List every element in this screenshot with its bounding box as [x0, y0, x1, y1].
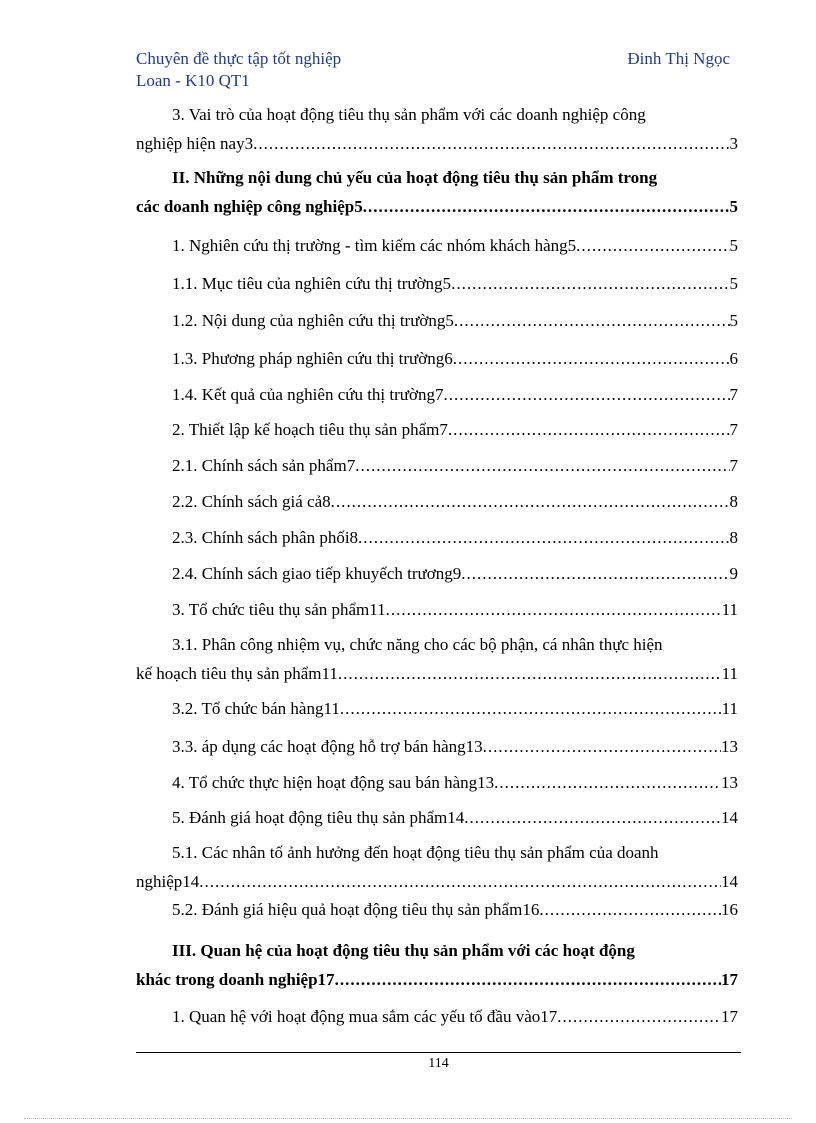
toc-entry[interactable] — [136, 895, 738, 924]
toc-page-number: 11 — [721, 600, 738, 619]
toc-entry-text: nghiệp14 — [136, 872, 200, 891]
toc-page-number: 17 — [721, 1007, 738, 1026]
toc-entry-text: 3.1. Phân công nhiệm vụ, chức năng cho các bộ phận, cá nhân thực hiện — [172, 635, 663, 654]
toc-page-number: 9 — [729, 564, 738, 583]
toc-entry-text: nghiệp hiện nay3 — [136, 134, 254, 153]
toc-entry[interactable] — [136, 523, 738, 552]
toc-leader-dots — [253, 129, 729, 158]
toc-entry[interactable] — [136, 100, 738, 158]
toc-leader-dots — [464, 803, 721, 832]
toc-entry[interactable] — [136, 1002, 738, 1031]
toc-entry[interactable] — [136, 936, 738, 994]
toc-entry-text: 3.2. Tổ chức bán hàng11 — [172, 699, 340, 718]
toc-page-number: 5 — [729, 197, 738, 216]
toc-entry-text: 2.4. Chính sách giao tiếp khuyếch trương9 — [172, 564, 462, 583]
toc-page-number: 14 — [721, 808, 738, 827]
toc-page-number: 14 — [721, 872, 738, 891]
toc-entry-text: 5. Đánh giá hoạt động tiêu thụ sản phẩm14 — [172, 808, 465, 827]
toc-leader-dots — [444, 380, 730, 409]
toc-leader-dots — [557, 1002, 721, 1031]
toc-page-number: 16 — [721, 900, 738, 919]
toc-page-number: 17 — [721, 970, 738, 989]
toc-leader-dots — [363, 192, 730, 221]
header-author: Đinh Thị Ngọc — [627, 49, 730, 68]
toc-entry-text: 2.1. Chính sách sản phẩm7 — [172, 456, 356, 475]
toc-entry-text: 3.3. áp dụng các hoạt động hỗ trợ bán hàng13 — [172, 737, 483, 756]
toc-entry[interactable] — [136, 163, 738, 221]
toc-leader-dots — [494, 768, 721, 797]
toc-entry-text: 1.3. Phương pháp nghiên cứu thị trường6 — [172, 349, 453, 368]
toc-page-number: 13 — [721, 773, 738, 792]
toc-entry-text: 1.1. Mục tiêu của nghiên cứu thị trường5 — [172, 274, 452, 293]
toc-page-number: 13 — [721, 737, 738, 756]
toc-leader-dots — [199, 867, 721, 896]
header-title: Chuyên đề thực tập tốt nghiệp — [136, 49, 342, 68]
toc-leader-dots — [453, 344, 730, 373]
toc-page-number: 5 — [729, 311, 738, 330]
toc-page-number: 7 — [729, 385, 738, 404]
toc-entry-text: 1. Quan hệ với hoạt động mua sắm các yếu tố đầu vào17 — [172, 1007, 558, 1026]
toc-leader-dots — [451, 269, 729, 298]
toc-leader-dots — [355, 451, 729, 480]
toc-leader-dots — [331, 487, 730, 516]
toc-leader-dots — [340, 694, 722, 723]
toc-page-number: 5 — [729, 274, 738, 293]
toc-entry-text: 2.2. Chính sách giá cả8 — [172, 492, 331, 511]
toc-entry[interactable] — [136, 559, 738, 588]
toc-leader-dots — [386, 595, 722, 624]
toc-page-number: 11 — [721, 664, 738, 683]
toc-entry-text: III. Quan hệ của hoạt động tiêu thụ sản phẩm với các hoạt động — [172, 941, 635, 960]
toc-page-number: 11 — [721, 699, 738, 718]
toc-leader-dots — [454, 306, 730, 335]
toc-entry[interactable] — [136, 344, 738, 373]
toc-entry-text: 3. Tổ chức tiêu thụ sản phẩm11 — [172, 600, 386, 619]
toc-entry-text: 2. Thiết lập kế hoạch tiêu thụ sản phẩm7 — [172, 420, 448, 439]
toc-entry[interactable] — [136, 415, 738, 444]
toc-entry[interactable] — [136, 380, 738, 409]
toc-entry[interactable] — [136, 838, 738, 896]
toc-entry-text: 5.2. Đánh giá hiệu quả hoạt động tiêu thụ sản phẩm16 — [172, 900, 540, 919]
footer-divider — [136, 1052, 741, 1053]
toc-page-number: 6 — [729, 349, 738, 368]
toc-entry[interactable] — [136, 269, 738, 298]
toc-entry-text: 4. Tổ chức thực hiện hoạt động sau bán hàng13 — [172, 773, 495, 792]
toc-page-number: 7 — [729, 456, 738, 475]
toc-entry-text: 1.4. Kết quả của nghiên cứu thị trường7 — [172, 385, 444, 404]
toc-entry-text: khác trong doanh nghiệp17 — [136, 970, 335, 989]
toc-page-number: 7 — [729, 420, 738, 439]
toc-leader-dots — [576, 231, 729, 260]
toc-leader-dots — [448, 415, 730, 444]
toc-entry[interactable] — [136, 231, 738, 260]
toc-entry-text: 2.3. Chính sách phân phối8 — [172, 528, 359, 547]
toc-entry[interactable] — [136, 451, 738, 480]
toc-page-number: 8 — [729, 492, 738, 511]
toc-leader-dots — [358, 523, 729, 552]
toc-leader-dots — [483, 732, 721, 761]
toc-entry-text: 5.1. Các nhân tố ảnh hưởng đến hoạt động tiêu thụ sản phẩm của doanh — [172, 843, 659, 862]
toc-leader-dots — [335, 965, 721, 994]
toc-entry-text: 1.2. Nội dung của nghiên cứu thị trường5 — [172, 311, 454, 330]
toc-entry[interactable] — [136, 487, 738, 516]
toc-entry[interactable] — [136, 732, 738, 761]
header-class: Loan - K10 QT1 — [136, 71, 250, 90]
footer-page-number: 114 — [428, 1056, 449, 1071]
toc-entry[interactable] — [136, 803, 738, 832]
toc-entry[interactable] — [136, 630, 738, 688]
toc-page-number: 5 — [729, 236, 738, 255]
toc-page-number: 3 — [729, 134, 738, 153]
toc-entry[interactable] — [136, 694, 738, 723]
toc-leader-dots — [461, 559, 729, 588]
toc-entry-text: kế hoạch tiêu thụ sản phẩm11 — [136, 664, 338, 683]
toc-entry-text: II. Những nội dung chủ yếu của hoạt động tiêu thụ sản phẩm trong — [172, 168, 658, 187]
toc-entry[interactable] — [136, 306, 738, 335]
toc-entry[interactable] — [136, 768, 738, 797]
page-header — [136, 48, 730, 92]
page-edge-divider — [24, 1118, 792, 1119]
toc-entry[interactable] — [136, 595, 738, 624]
toc-leader-dots — [539, 895, 721, 924]
toc-leader-dots — [338, 659, 722, 688]
toc-entry-text: 3. Vai trò của hoạt động tiêu thụ sản phẩm với các doanh nghiệp công — [172, 105, 646, 124]
toc-entry-text: 1. Nghiên cứu thị trường - tìm kiếm các nhóm khách hàng5 — [172, 236, 577, 255]
toc-page-number: 8 — [729, 528, 738, 547]
toc-entry-text: các doanh nghiệp công nghiệp5 — [136, 197, 363, 216]
